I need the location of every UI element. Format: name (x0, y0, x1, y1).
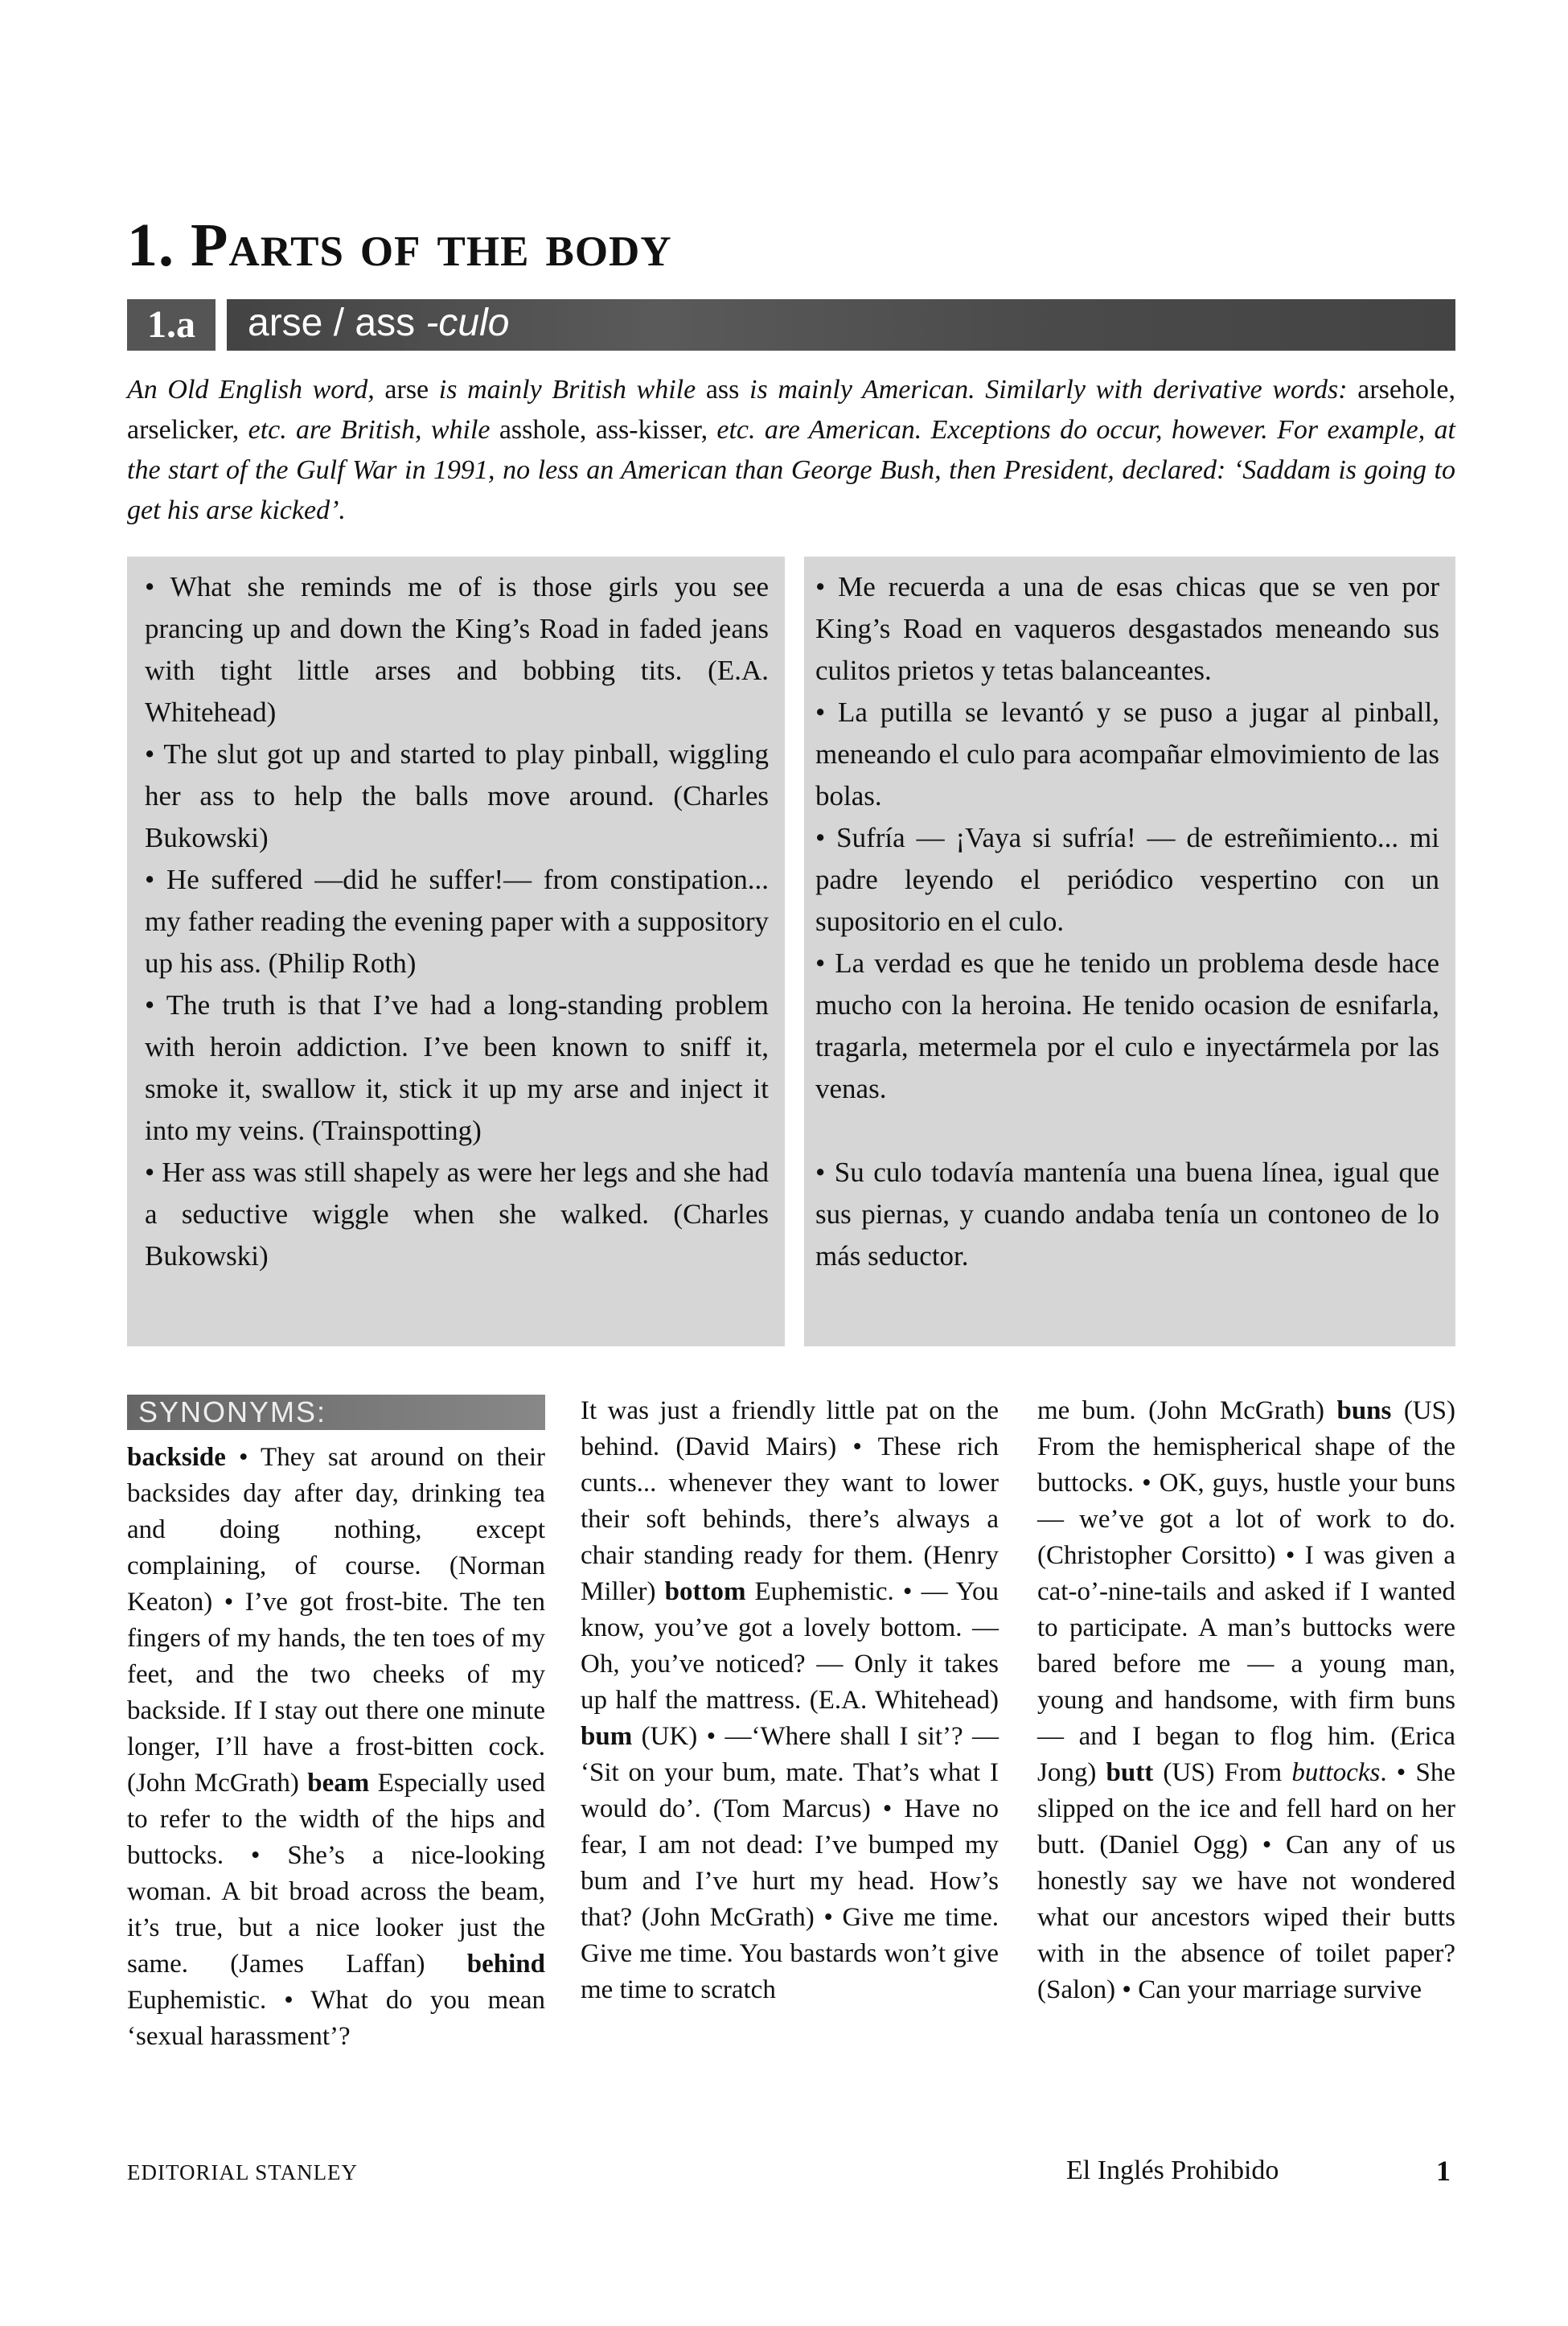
intro-run: arsehole, arselicker, (127, 375, 1456, 445)
synonyms-text-3 (1037, 1393, 1455, 2008)
chapter-name: Parts of the body (191, 212, 672, 279)
chapter-title (127, 211, 672, 281)
example-en-2: • The slut got up and started to play pinball, wiggling her ass to help the balls move around. (Charles Bukowski) (145, 738, 769, 853)
intro-run: is mainly British while (429, 375, 706, 405)
chapter-number: 1. (127, 212, 174, 279)
synonyms-text-1 (127, 1440, 545, 2055)
synonyms-column-1 (127, 1440, 545, 2055)
synonyms_col2-run: bum (581, 1722, 633, 1751)
synonyms-label: SYNONYMS: (127, 1395, 545, 1430)
example-es-5: • Su culo todavía mantenía una buena línea, igual que sus piernas, y cuando andaba tenía un contoneo de lo más seductor. (815, 1157, 1439, 1272)
example-es-3: • Sufría — ¡Vaya si sufría! — de estreñimiento... mi padre leyendo el periódico vespertino con un supositorio en el culo. (815, 822, 1439, 937)
intro-run: etc. are British, while (239, 415, 499, 445)
example-en-4: • The truth is that I’ve had a long-standing problem with heroin addiction. I’ve been known to sniff it, smoke it, swallow it, stick it up my arse and inject it into my veins. (Trainspotting) (145, 989, 769, 1146)
page-number: 1 (1436, 2155, 1451, 2187)
synonyms-column-2 (581, 1393, 999, 2008)
synonyms_col2-run: It was just a friendly little pat on the behind. (David Mairs) • These rich cunts... whenever they want to lower their soft behinds, there’s always a chair standing ready for them. (Henry Miller) (581, 1396, 999, 1606)
intro-run: etc. are American. Exceptions do occur, however. For example, at the start of the Gulf War in 1991, no less an American than George Bush, then President, declared: ‘Saddam is going to get his arse kicked’. (127, 415, 1455, 525)
synonyms_col3-run: (US) From (1153, 1758, 1292, 1787)
section-number: 1.a (127, 299, 215, 351)
examples-spanish (815, 566, 1439, 1277)
examples-box (127, 557, 1455, 1346)
synonyms_col1-run: • They sat around on their backsides day after day, drinking tea and doing nothing, except complaining, of course. (Norman Keaton) • I’ve got frost-bite. The ten fingers of my hands, the ten toes of my feet, and the two cheeks of my backside. If I stay out there one minute longer, I’ll have a frost-bitten cock. (John McGrath) (127, 1443, 545, 1798)
section-headword (248, 299, 509, 347)
synonyms_col1-run: beam (307, 1769, 370, 1798)
synonyms_col1-run: Especially used to refer to the width of the hips and buttocks. • She’s a nice-looking woman. A bit broad across the beam, it’s true, but a nice looker just the same. (James Laffan) (127, 1769, 546, 1979)
intro-run: ass (705, 375, 740, 405)
synonyms_col3-run: buns (1336, 1396, 1392, 1425)
synonyms_col3-run: (US) From the hemispherical shape of the buttocks. • OK, guys, hustle your buns — we’ve got a lot of work to do. (Christopher Corsitto) • I was given a cat-o’-nine-tails and asked if I wanted to participate. A man’s buttocks were bared before me — a young man, young and handsome, with firm buns — and I began to flog him. (Erica Jong) (1037, 1396, 1455, 1787)
synonyms_col1-run: Euphemistic. • What do you mean ‘sexual harassment’? (127, 1986, 545, 2051)
example-en-3: • He suffered —did he suffer!— from constipation... my father reading the evening paper with a suppository up his ass. (Philip Roth) (145, 864, 769, 979)
section-separator (215, 299, 227, 351)
example-es-4: • La verdad es que he tenido un problema desde hace mucho con la heroina. He tenido ocasion de esnifarla, tragarla, metermela por el culo e inyectármela por las venas. (815, 947, 1439, 1104)
synonyms_col3-run: butt (1106, 1758, 1154, 1787)
headword: arse / ass (248, 302, 416, 344)
intro-run: An Old English word, (127, 375, 385, 405)
synonyms_col3-run: me bum. (John McGrath) (1037, 1396, 1337, 1425)
intro-run: is mainly American. Similarly with derivative words: (739, 375, 1358, 405)
example-en-5: • Her ass was still shapely as were her legs and she had a seductive wiggle when she walked. (Charles Bukowski) (145, 1157, 769, 1272)
section-header-bar (127, 299, 1455, 351)
synonyms_col2-run: bottom (664, 1577, 746, 1606)
synonyms_col1-run: backside (127, 1443, 226, 1472)
footer-book-title: El Inglés Prohibido (1066, 2155, 1279, 2185)
synonyms-column-3 (1037, 1393, 1455, 2008)
synonyms_col2-run: (UK) • —‘Where shall I sit’? — ‘Sit on your bum, mate. That’s what I would do’. (Tom Marcus) • Have no fear, I am not dead: I’ve bumped my bum and I’ve hurt my head. How’s that? (John McGrath) • Give me time. Give me time. You bastards won’t give me time to scratch (581, 1722, 999, 2004)
footer-publisher: EDITORIAL STANLEY (127, 2160, 359, 2184)
intro-run: asshole, ass-kisser, (499, 415, 708, 445)
headword-translation: -culo (425, 302, 510, 344)
examples-english (145, 566, 769, 1277)
synonyms_col1-run: behind (466, 1950, 545, 1979)
example-es-1: • Me recuerda a una de esas chicas que se ven por King’s Road en vaqueros desgastados meneando sus culitos prietos y tetas balanceantes. (815, 571, 1439, 686)
example-en-1: • What she reminds me of is those girls you see prancing up and down the King’s Road in faded jeans with tight little arses and bobbing tits. (E.A. Whitehead) (145, 571, 769, 728)
intro-run: arse (384, 375, 429, 405)
synonyms_col2-run: Euphemistic. • — You know, you’ve got a lovely bottom. — Oh, you’ve noticed? — Only it takes up half the mattress. (E.A. Whitehead) (581, 1577, 999, 1715)
intro-paragraph (127, 370, 1455, 531)
synonyms_col3-run: buttocks (1291, 1758, 1381, 1787)
synonyms_col3-run: . • She slipped on the ice and fell hard on her butt. (Daniel Ogg) • Can any of us honestly say we have not wondered what our ancestors wiped their butts with in the absence of toilet paper? (Salon) • Can your marriage survive (1037, 1758, 1455, 2004)
examples-divider (785, 557, 804, 1346)
synonyms-text-2 (581, 1393, 999, 2008)
example-es-2: • La putilla se levantó y se puso a jugar al pinball, meneando el culo para acompañar elmovimiento de las bolas. (815, 697, 1439, 812)
